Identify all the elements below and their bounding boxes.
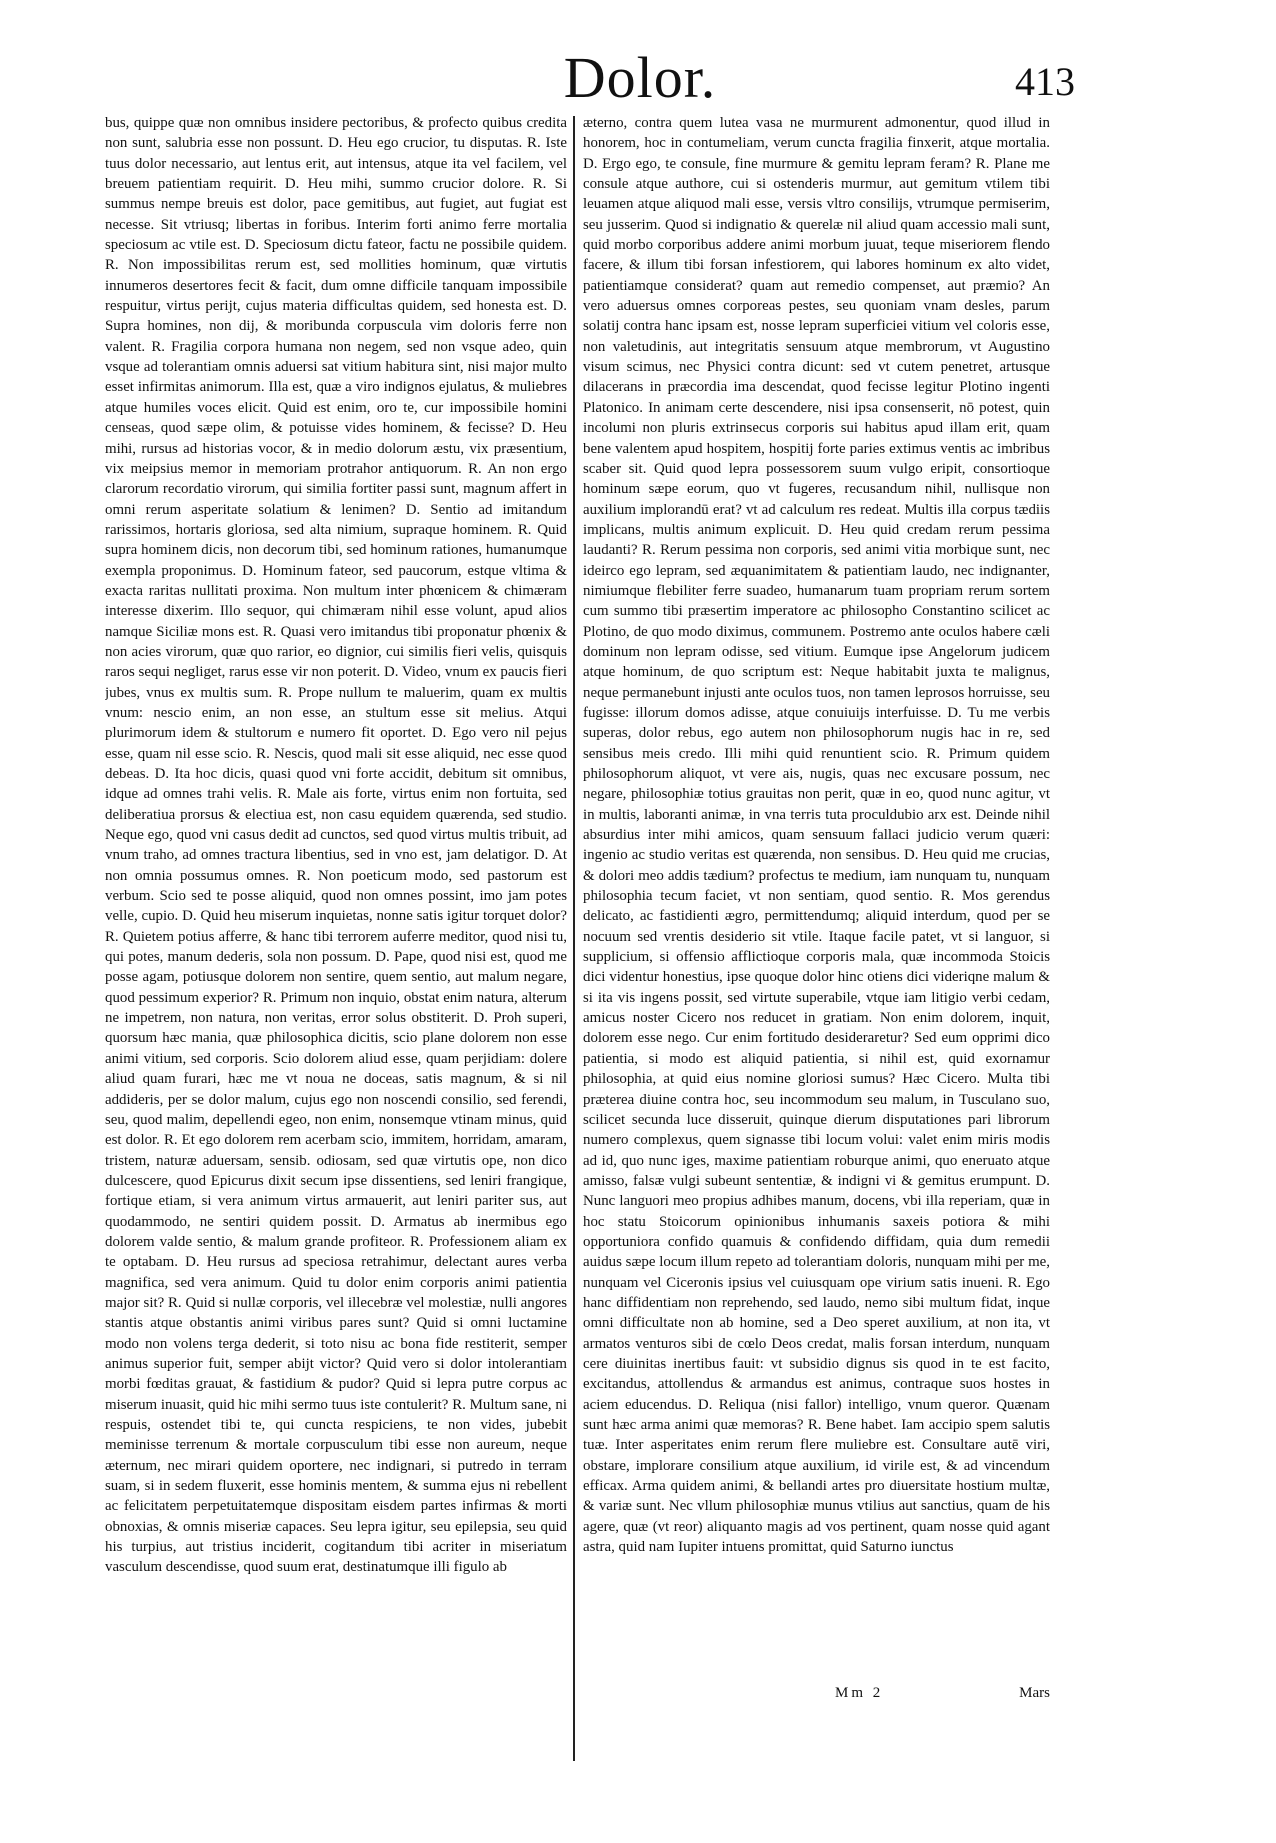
column-left-text: bus, quippe quæ non omnibus insidere pectoribus, & profecto quibus credita non sunt, salubria esse non possunt. D. Heu ego crucior, tu disputas. R. Iste tuus dolor necessario, aut lentus erit, aut intensus, atque ita vel facilem, vel breuem patientiam requirit. D. Heu mihi, summo crucior dolore. R. Si summus nempe breuis est dolor, pace gemitibus, aut fugiet, aut fugiat est necesse. Sit vtriusq; libertas in foribus. Interim forti animo ferre mortalia speciosum ac vtile est. D. Speciosum dictu fateor, factu ne possibile quidem. R. Non impossibilitas rerum est, sed mollities hominum, quæ virtutis innumeros desertores fecit & facit, dum omne difficile tanquam impossibile respuitur, virtus perijt, cujus materia difficultas quidem, sed honesta est. D. Supra homines, non dij, & moribunda corpuscula vim doloris ferre non valent. R. Fragilia corpora humana non negem, sed non vsque adeo, quin vsque ad tolerantiam omnis aduersi sat vitium habitura sint, nisi major multo esset infirmitas animorum. Illa est, quæ a viro indignos ejulatus, & muliebres atque humiles voces elicit. Quid est enim, oro te, cur impossibile homini censeas, quod sæpe olim, & potuisse vides hominem, & fecisse? D. Heu mihi, rursus ad historias vocor, & in medio dolorum æstu, vix præsentium, vix meipsius memor in memoriam protrahor antiquorum. R. An non ergo clarorum recordatio virorum, qui similia fortiter passi sunt, magnum affert in omni rerum asperitate solatium & lenimen? D. Sentio ad imitandum rarissimos, hortaris gloriosa, sed alta nimium, supraque hominem. R. Quid supra hominem dicis, non decorum tibi, sed hominum rationes, humanumque exempla proponimus. D. Hominum fateor, sed paucorum, estque vltima & exacta raritas nullitati proxima. Non multum inter phœnicem & chimæram interesse dixerim. Illo sequor, qui chimæram nihil esse volunt, apud alios namque Siciliæ mons est. R. Quasi vero imitandus tibi proponatur phœnix & non acies virorum, quæ quo rarior, eo dignior, cui similis fieri velis, quisquis raros sequi negliget, rarus esse vir non poterit. D. Video, vnum ex paucis fieri jubes, vnus ex multis sum. R. Prope nullum te maluerim, quam ex multis vnum: nescio enim, an non esse, an stultum esse sit melius. Atqui plurimorum idem & stultorum e numero fit oportet. D. Ego vero nil pejus esse, quam nil esse scio. R. Nescis, quod mali sit esse aliquid, nec esse quod debeas. D. Ita hoc dicis, quasi quod vni forte accidit, debitum sit omnibus, idque ad omnes trahi velis. R. Male ais forte, virtus enim non fortuita, sed deliberatiua prorsus & electiua est, non casu equidem quærenda, sed studio. Neque ego, quod vni casus dedit ad cunctos, sed quod virtus multis tribuit, ad vnum traho, ad omnes tractura libentius, sed in vno est, jam delatigor. D. At non omnia possumus omnes. R. Non poeticum modo, sed pastorum est verbum. Scio sed te posse aliquid, quod non omnes possint, imo jam potes velle, cupio. D. Quid heu miserum inquietas, nonne satis igitur torquet dolor? R. Quietem potius afferre, & hanc tibi terrorem auferre meditor, quod nisi tu, qui potes, manum dederis, sola non possum. D. Pape, quod nisi est, quod me posse agam, potiusque dolorem non sentire, quem sentio, aut malum negare, quod pessimum experior? R. Primum non inquio, obstat enim natura, alterum ne impetrem, non natura, non veritas, error solus obstiterit. D. Proh superi, quorsum hæc mania, quæ philosophica dicitis, scio plane dolorem non esse animi vitium, sed corporis. Scio dolorem aliud esse, quam perjidiam: dolere aliud quam furari, hæc me vt noua ne doceas, satis magnum, & si nil addideris, per se dolor malum, cujus ego non noscendi consilio, sed ferendi, seu, quod malim, depellendi egeo, non enim, nonsemque vtinam minus, quid est dolor. R. Et ego dolorem rem acerbam scio, immitem, horridam, amaram, tristem, naturæ aduersam, sensib. odiosam, sed quæ virtutis ope, non dico dulcescere, quod Epicurus dixit secum ipse dissentiens, sed leniri frangique, fortique etiam, si vera animum virtus armauerit, aut leniri pariter sus, aut quodammodo, ne sentiri quidem possit. D. Armatus ab inermibus ego dolorem valde sentio, & malum grande profiteor. R. Professionem aliam ex te optabam. D. Heu rursus ad speciosa retrahimur, delectant aures verba magnifica, sed vera animum. Quid tu dolor enim corporis animi patientia major sit? R. Quid si nullæ corporis, vel illecebræ vel molestiæ, nulli angores stantis atque obstantis animi viribus pares sunt? Quid si omni luctamine modo non volens terga dederit, si toto nisu ac bona fide restiterit, semper animus superior fuit, semper abijt victor? Quid vero si dolor intolerantiam morbi fœditas grauat, & fastidium & pudor? Quid si lepra putre corpus ac miserum inuasit, quid hic mihi sermo tuus iste contulerit? R. Multum sane, ni respuis, ostendet tibi te, qui cuncta respiciens, te non vides, jubebit meminisse terrenum & mortale corpusculum tibi esse non aureum, neque æternum, nec mirari quidem oportere, nec indignari, si putredo in terram suam, si in sedem fluxerit, esse hominis mentem, & summa ejus ni rebellent ac felicitatem perpetuitatemque dispositam eisdem partes infirmas & morti obnoxias, & omnis miseriæ capaces. Seu lepra igitur, seu epilepsia, seu quid his turpius, aut tristius inciderit, cogitandum tibi acriter in miseriatum vasculum descendisse, quod suum erat, destinatumque illi figulo ab (105, 115, 567, 1576)
signature-mark: Mm 2 (835, 1685, 884, 1701)
column-right-text: æterno, contra quem lutea vasa ne murmurent admonentur, quod illud in honorem, hoc in contumeliam, verum cuncta fragilia finxerit, atque mortalia. D. Ergo ego, te consule, fine murmure & gemitu lepram feram? R. Plane me consule atque authore, cui si ostenderis murmur, aut gemitum vtilem tibi leuamen atque aliquod mali esse, versis vltro consilijs, vtrumque permiserim, seu jusserim. Quod si indignatio & querelæ nil aliud quam accessio mali sunt, quid morbo corporibus addere animi morbum juuat, teque miseriorem flendo facere, & illum tibi forsan infestiorem, qui labores hominum ex alto videt, patientiamque considerat? quam aut remedio compenset, aut præmio? An vero aduersus omnes corporeas pestes, seu quoniam vnam desles, parum solatij contra hanc ipsam est, nosse lepram superficiei vitium vel coloris esse, non valetudinis, aut integritatis sensuum atque membrorum, vt Augustino visum scimus, nec Physici contra dicunt: sed vt cutem penetret, artusque dilacerans in præcordia ima descendat, quod fecisse legitur Plotino ingenti Platonico. In animam certe descendere, nisi ipsa consenserit, nō potest, quin incolumi non pluris extrinsecus corporis sui habitus apud illam erit, quam bene valentem apud hospitem, hospitij forte paries extimus ventis ac imbribus scaber sit. Quid quod lepra possessorem suum vulgo eripit, consortioque hominum sæpe eorum, quo vt fugeres, recusandum nihil, nullisque non auxilium implorandū erat? vt ad calculum res redeat. Multis illa corpus tædiis implicans, multis animum explicuit. D. Heu quid credam rerum pessima laudanti? R. Rerum pessima non corporis, sed animi vitia morbique sunt, nec ideirco ego lepram, sed æquanimitatem & patientiam laudo, nec indignanter, nimiumque flebiliter ferre suadeo, humanarum tuam propriam rerum sortem cum summo tibi præsertim imperatore ac philosopho Constantino scilicet ac Plotino, de quo modo diximus, communem. Postremo ante oculos habere cæli dominum non lepram odisse, sed vitium. Eumque ipse Angelorum judicem atque hominum, de quo scriptum est: Neque habitabit juxta te malignus, neque permanebunt injusti ante oculos tuos, non tamen leprosos horruisse, seu fugisse: illorum domos adisse, atque conuiuijs interfuisse. D. Tu me verbis superas, dolor rebus, ego autem non philosophorum nugis hac in re, sed sensibus meis credo. Illi mihi quid renuntient scio. R. Primum quidem philosophorum aliquot, vt vere ais, nugis, quas nec excusare possum, nec negare, philosophiæ totius grauitas non perit, quæ in eo, quod nunc agitur, vt in multis, laboranti animæ, in vna terris tuta proculdubio arx est. Deinde nihil absurdius inter mihi amicos, quam sensuum fallaci judicio verum quæri: ingenio ac studio veritas est quærenda, non sensibus. D. Heu quid me crucias, & dolori meo addis tædium? profectus te medium, iam nunquam tu, nunquam philosophia tecum faciet, vt non sentiam, quod sentio. R. Mos gerendus delicato, ac fastidienti ægro, permittendumq; aliquid interdum, quod per se nocuum sed vrentis desiderio sit vtile. Itaque facile patet, vt si languor, si supplicium, si offensio afflictioque corporis mala, quæ incommoda Stoicis dici videntur honestius, ipse quoque dolor hinc otiens dici videriqne malum & si ita vis ingens possit, sed virtute superabile, vtque iam litigio verbi cedam, amicus noster Cicero nos reducet in gratiam. Non enim dolorem, inquit, dolorem esse nego. Cur enim fortitudo desideraretur? Sed eum opprimi dico patientia, si modo est aliquid patientia, si nihil est, quid exornamur philosophia, at quid eius nomine gloriosi sumus? Hæc Cicero. Multa tibi præterea diuine contra hoc, seu incommodum seu malum, in Tusculano suo, scilicet secunda luce disseruit, quinque dierum disputationes pari librorum numero complexus, quem signasse tibi locum volui: valet enim miris modis ad id, quo nunc iges, maxime patientiam roburque animi, quo eneruato atque amisso, falsæ vulgi subeunt sententiæ, & indigni vi & gemitus erumpunt. D. Nunc languori meo propius adhibes manum, docens, vbi illa reperiam, quæ in hoc statu Stoicorum opinionibus inhumanis saxeis potiora & mihi opportuniora confido quamuis & confidendo diffidam, quia dum remedii auidus sæpe locum illum repeto ad tolerantiam doloris, nunquam mihi per me, nunquam vel Ciceronis ipsius vel cuiusquam ope virium satis inueni. R. Ego hanc diffidentiam non reprehendo, sed laudo, nemo sibi multum fidat, inque omni difficultate non ab homine, sed a Deo speret auxilium, at non ita, vt armatos venturos sibi de cœlo Deos credat, malis forsan interdum, nunquam cere diuinitas inertibus fauit: vt subsidio dignus sis quod in te est facito, excitandus, attollendus & armandus est animus, contraque suos hostes in aciem educendus. D. Reliqua (nisi fallor) intelligo, vnum queror. Quænam sunt hæc arma animi quæ memoras? R. Bene habet. Iam accipio spem salutis tuæ. Inter asperitates enim rerum flere muliebre est. Consultare autē viri, obstare, implorare consilium atque auxilium, id virile est, & ad vincendum efficax. Arma quidem animi, & bellandi artes pro diuersitate hostium multæ, & variæ sunt. Nec vllum philosophiæ munus vtilius aut sanctius, quam de his agere, quæ (vt reor) aliquanto magis ad vos pertinent, quam nosse quid agant astra, quid nam Iupiter intuens promittat, quid Saturno iunctus (583, 115, 1050, 1556)
text-column-right (583, 113, 1050, 1688)
text-column-left (105, 113, 567, 1688)
column-divider (573, 116, 575, 1761)
page-number: 413 (1015, 59, 1075, 104)
running-head: Dolor. (563, 45, 717, 110)
catchword: Mars (1019, 1685, 1050, 1701)
